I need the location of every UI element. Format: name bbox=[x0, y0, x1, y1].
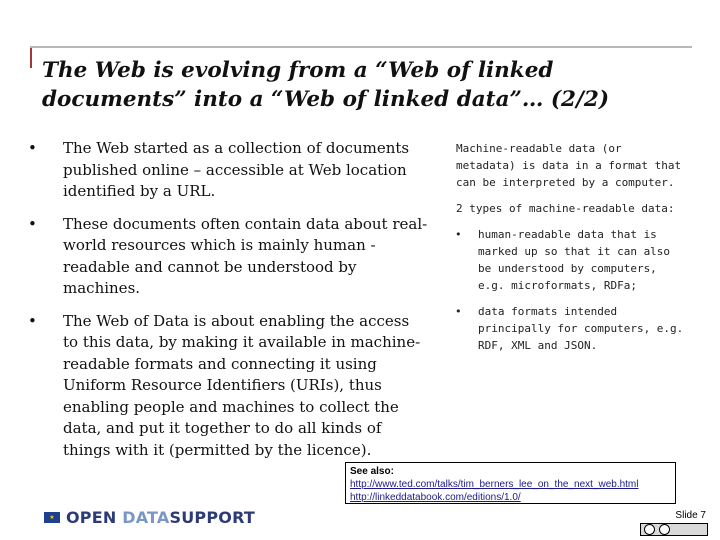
eu-flag-icon: ★ bbox=[44, 512, 60, 523]
type-item bbox=[456, 226, 684, 294]
see-also-heading: See also: bbox=[350, 466, 394, 477]
left-bullet-text: These documents often contain data about real-world resources which is mainly human -readable and cannot be understood by machines. bbox=[63, 214, 428, 297]
definition-text: Machine-readable data (or metadata) is data in a format that can be interpreted by a computer. bbox=[456, 142, 682, 189]
types-list bbox=[456, 226, 684, 354]
types-heading: 2 types of machine-readable data: bbox=[456, 202, 675, 215]
type-item bbox=[456, 303, 684, 354]
title-frame-accent bbox=[30, 46, 32, 68]
type-text: human-readable data that is marked up so that it can also be understood by computers, e.g. microformats, RDFa; bbox=[478, 228, 671, 292]
left-bullet-text: The Web started as a collection of documents published online – accessible at Web location identified by a URL. bbox=[63, 139, 410, 200]
creative-commons-badge bbox=[640, 523, 708, 536]
left-bullet-text: The Web of Data is about enabling the access to this data, by making it available in machine-readable formats and connecting it using Uniform Resource Identifiers (URIs), thus enabling people and machines to collect the data, and put it together to do all kinds of things with it (permitted by the licence). bbox=[63, 311, 421, 459]
left-bullet-item bbox=[28, 214, 428, 300]
machine-readable-notes bbox=[456, 140, 684, 354]
bullet-icon: • bbox=[28, 214, 37, 233]
left-bullet-list bbox=[28, 138, 428, 472]
bullet-icon: • bbox=[28, 139, 37, 157]
cc-icon bbox=[644, 524, 655, 535]
ted-talk-link[interactable]: http://www.ted.com/talks/tim_berners_lee_on_the_next_web.html bbox=[350, 479, 639, 490]
left-bullet-item bbox=[28, 311, 428, 462]
title-frame-rule bbox=[30, 46, 692, 48]
left-bullet-item bbox=[28, 138, 428, 203]
attribution-icon bbox=[659, 524, 670, 535]
bullet-icon: • bbox=[455, 305, 462, 318]
slide-number: Slide 7 bbox=[675, 510, 706, 521]
open-data-support-logo bbox=[44, 507, 255, 527]
logo-text: OPEN DATASUPPORT bbox=[66, 507, 255, 527]
bullet-icon: • bbox=[28, 311, 37, 330]
type-text: data formats intended principally for computers, e.g. RDF, XML and JSON. bbox=[478, 305, 684, 352]
slide-title: The Web is evolving from a “Web of linked documents” into a “Web of linked data”… (2/2) bbox=[42, 58, 609, 112]
bullet-icon: • bbox=[455, 228, 462, 241]
see-also-box bbox=[345, 462, 676, 504]
linked-data-book-link[interactable]: http://linkeddatabook.com/editions/1.0/ bbox=[350, 492, 521, 503]
